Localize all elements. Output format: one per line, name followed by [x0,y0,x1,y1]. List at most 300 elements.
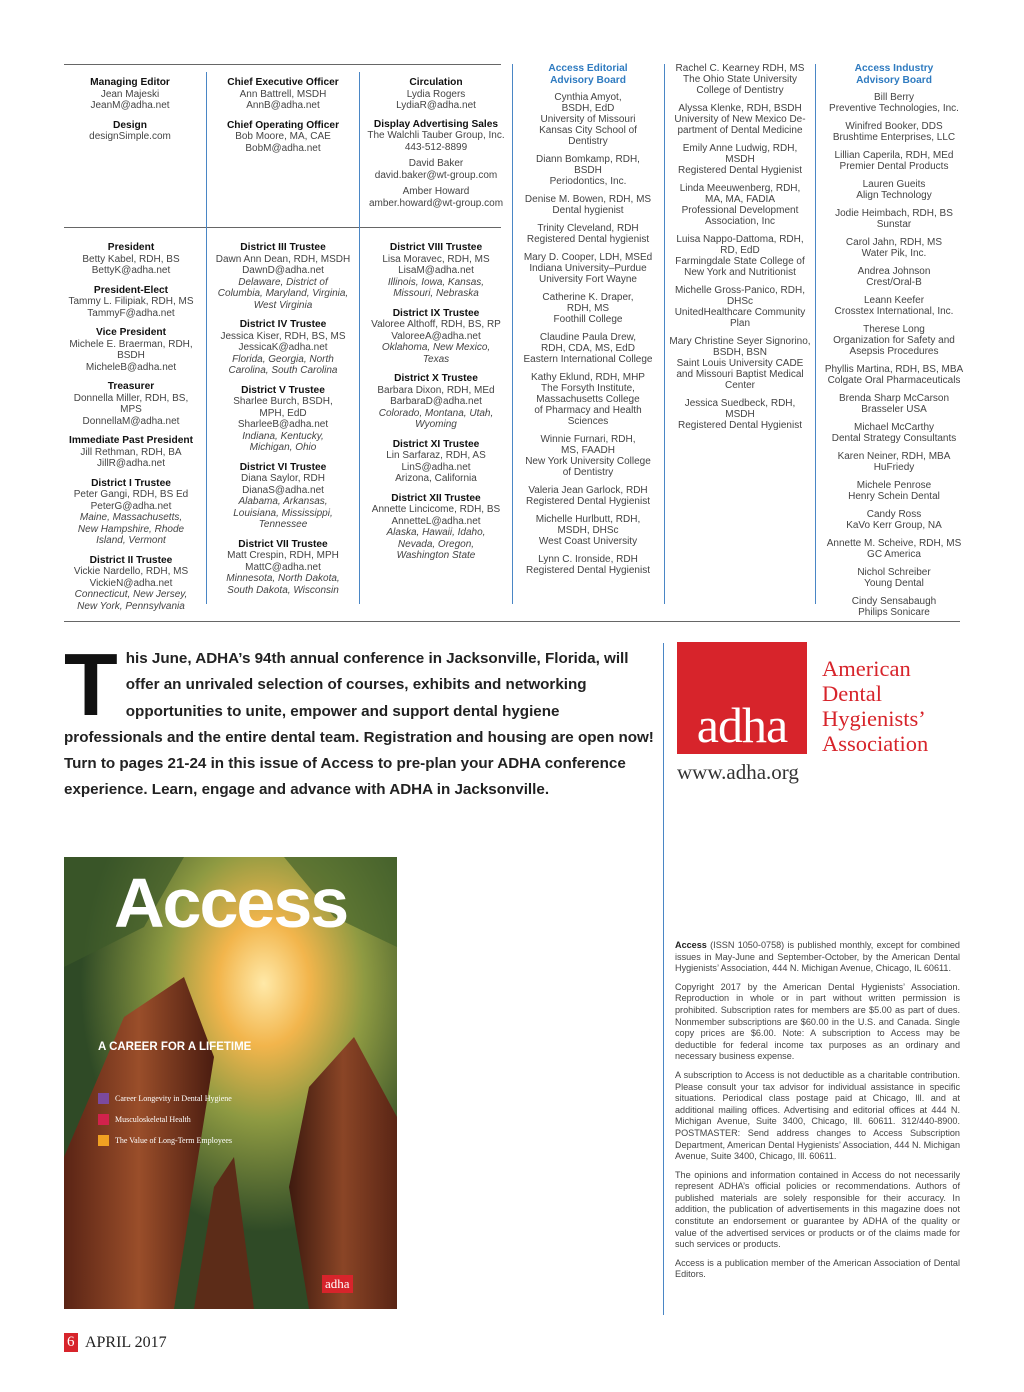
cover-items [98,1093,232,1156]
publication-paragraph [675,1258,960,1281]
entry-region: Carolina, South Carolina [228,365,338,376]
advisory-entry [518,514,658,547]
staff-line: LydiaR@adha.net [396,100,476,111]
adha-logo-mark [677,642,807,754]
entry-line: Lin Sarfaraz, RDH, AS [386,450,486,461]
directory-entry [212,539,354,597]
advisory-line: Registered Dental hygienist [526,234,650,245]
advisory-line: Catherine K. Draper, [542,292,634,303]
entry-title: District XI Trustee [392,438,480,450]
advisory-entry [669,336,811,391]
advisory-line: Center [724,380,755,391]
circulation-title: Circulation [409,77,463,88]
advisory-line: Eastern International College [523,354,653,365]
cover-item-label: The Value of Long-Term Employees [115,1136,233,1145]
directory-entry [62,285,200,320]
advisory-line: Brushtime Enterprises, LLC [832,132,956,143]
publication-text: The opinions and information contained in Access do not necessarily represent ADHA’s official policies or recommendations. Authors of published materials are solely responsible for their accuracy. In addition, the publication of advertisements in this magazine does not constitute an endorsement or guarantee by ADHA of the quality or value of the advertised services or products or of the claims made for such services or products. [675,1169,960,1250]
advisory-entry [669,143,811,176]
advisory-line: MA, MA, FADIA [704,194,775,205]
advisory-line: Carol Jahn, RDH, MS [845,237,943,248]
advisory-line: Winnie Furnari, RDH, [540,434,636,445]
advisory-line: Brenda Sharp McCarson [838,393,950,404]
advisory-line: Premier Dental Products [839,161,949,172]
entry-title: District XII Trustee [391,492,481,504]
advisory-line: Trinity Cleveland, RDH [537,223,639,234]
entry-line: Barbara Dixon, RDH, MEd [377,384,495,396]
entry-region: Alabama, Arkansas, [238,496,328,507]
entry-line: BobM@adha.net [245,142,321,154]
industry-board-list [821,92,967,618]
advisory-line: Andrea Johnson [857,266,931,277]
advisory-line: partment of Dental Medicine [677,125,803,136]
directory-entry [212,242,354,311]
advisory-line: Registered Dental Hygienist [678,420,802,431]
advisory-line: Rachel C. Kearney RDH, MS [675,63,805,74]
entry-line: Matt Crespin, RDH, MPH [227,550,339,561]
entry-line: LinS@adha.net [401,461,471,473]
entry-line: Lisa Moravec, RDH, MS [382,253,490,265]
directory-entry [366,308,506,366]
publication-paragraph [675,1070,960,1163]
intro-paragraph [64,635,654,804]
publication-info [675,940,960,1288]
entry-line: Tammy L. Filipiak, RDH, MS [68,296,194,307]
advertising-title: Display Advertising Sales [373,118,499,130]
cover-adha-mark: adha [322,1275,353,1293]
staff-line: David Baker [408,158,464,169]
entry-line: DonnellaM@adha.net [82,415,180,427]
directory-entry [62,555,200,613]
logo-name-line: American [822,656,911,681]
advisory-line: RDH, CDA, MS, EdD [541,343,635,354]
entry-title: President [107,242,155,253]
publication-text: Access is a publication member of the American Association of Dental Editors. [675,1257,960,1280]
advisory-entry [821,237,967,259]
advisory-line: Indiana University–Purdue [529,263,647,274]
entry-region: Indiana, Kentucky, [242,430,324,442]
entry-line: Ann Battrell, MSDH [239,88,327,100]
entry-line: Vickie Nardello, RDH, MS [73,566,189,577]
cover-item-swatch [98,1093,109,1104]
entry-line: LisaM@adha.net [398,265,474,276]
publication-paragraph [675,982,960,1063]
entry-line: PeterG@adha.net [90,500,172,512]
entry-region: Nevada, Oregon, [397,538,475,550]
advisory-line: of Dentistry [562,467,614,478]
board-column-2 [212,242,354,604]
publication-text: Copyright 2017 by the American Dental Hygienists’ Association. Reproduction in whole or in part without written permission is prohibited. Subscription rates for members are $5.00 as part of dues. Nonmember subscriptions are $60.00 in the U.S. and Canada. Single copy prices are $6.00. Note: A subscription to Access may be deductible for federal income tax purposes as an ordinary and necessary business expense. [675,981,960,1062]
advisory-entry [669,63,811,96]
staff-line: Amber Howard [402,186,470,197]
advisory-line: Registered Dental Hygienist [526,496,650,507]
entry-region: Wyoming [415,419,457,430]
advisory-entry [669,285,811,329]
advisory-entry [518,332,658,365]
advisory-entry [821,150,967,172]
entry-title: Vice President [95,327,167,338]
advisory-line: HuFriedy [873,462,915,473]
advisory-line: Emily Anne Ludwig, RDH, [682,143,798,154]
advisory-line: Foothill College [553,314,623,325]
entry-line: Betty Kabel, RDH, BS [82,253,180,265]
industry-board-heading [821,63,967,86]
entry-region: Washington State [396,550,476,561]
editorial-board-heading [518,63,658,86]
entry-line: TammyF@adha.net [87,307,175,319]
advisory-line: UnitedHealthcare Community [674,307,806,318]
advisory-entry [518,434,658,478]
entry-title: District III Trustee [240,242,326,253]
editorial-board-column-1 [518,63,658,583]
advisory-line: Lillian Caperila, RDH, MEd [834,150,954,161]
entry-region: Minnesota, North Dakota, [226,573,340,584]
advisory-line: Sunstar [876,219,912,230]
advisory-line: Diann Bomkamp, RDH, [536,154,640,165]
advisory-line: New York University College [525,456,651,467]
advisory-line: The Ohio State University [683,74,797,85]
advisory-line: College of Dentistry [696,85,784,96]
entry-region: Maine, Massachusetts, [79,512,183,523]
entry-region: Illinois, Iowa, Kansas, [387,276,485,288]
entry-title: District VIII Trustee [389,242,483,253]
entry-region: Connecticut, New Jersey, [74,589,188,600]
publication-text: A subscription to Access is not deductible as a charitable contribution. Please consult your tax advisor for individual assistance in specific situations. Periodical class postage paid at Chicago, Ill. and at additional mailing offices. Advertising and editorial offices at 444 N. Michigan Avenue, Suite 3400, Chicago, Ill. 60611. 312/440-8900. POSTMASTER: Send address changes to Access Subscription Department, American Dental Hygienists’ Association, 444 N. Michigan Avenue, Suite 3400, Chicago, Ill. 60611. [675,1069,960,1162]
advisory-line: BSDH, BSN [713,347,767,358]
entry-region: Florida, Georgia, North [232,353,334,365]
advisory-line: Association, Inc [704,216,776,227]
entry-region: West Virginia [253,299,313,311]
advisory-line: Winifred Booker, DDS [845,121,943,132]
staff-line: Lydia Rogers [406,88,466,100]
adha-logo-wordmark: adha [696,697,788,753]
entry-region: Louisiana, Mississippi, [233,507,333,519]
directory-entry [64,120,196,143]
advisory-line: Dentistry [568,136,608,147]
advisory-line: Nichol Schreiber [857,567,931,578]
entry-line: MattC@adha.net [245,561,321,573]
advisory-entry [669,234,811,278]
advisory-line: Cindy Sensabaugh [851,596,937,607]
advisory-line: Preventive Technologies, Inc. [829,103,959,114]
staff-line: The Walchli Tauber Group, Inc. [367,130,505,141]
directory-entry [366,373,506,431]
access-cover-image [64,857,397,1309]
heading-line: Access Editorial [548,63,628,74]
entry-title: District X Trustee [394,373,478,384]
entry-region: Delaware, District of [238,276,328,288]
advisory-line: The Forsyth Institute, [541,383,635,394]
entry-line: JessicaK@adha.net [238,342,328,353]
entry-title: Chief Operating Officer [226,119,340,131]
industry-board-column [821,63,967,625]
directory-entry [212,120,354,155]
directory-entry [62,381,200,427]
entry-line: designSimple.com [89,131,171,142]
advisory-entry [821,92,967,114]
publication-name: Access [675,940,707,950]
entry-title: District VII Trustee [238,538,328,550]
heading-line: Advisory Board [550,74,626,86]
staff-column-1 [64,77,196,151]
top-rule [64,64,501,65]
cover-item-label: Career Longevity in Dental Hygiene [115,1094,232,1103]
advisory-line: RDH, MS [566,303,610,314]
col-divider-5 [815,64,816,604]
advisory-line: Periodontics, Inc. [549,176,627,187]
entry-line: VickieN@adha.net [89,577,173,589]
directory-entry [212,462,354,531]
entry-region: Columbia, Maryland, Virginia, [217,288,349,299]
advisory-line: Kansas City School of [539,125,637,136]
advisory-line: Sciences [567,416,609,427]
entry-line: BSDH [117,350,145,361]
col-divider-1 [206,72,207,604]
entry-region: Colorado, Montana, Utah, [378,407,494,419]
advisory-entry [518,554,658,576]
intro-text: his June, ADHA’s 94th annual conference in Jacksonville, Florida, will offer an unrivaled selection of courses, exhibits and networking opportunities to unite, empower and support dental hygiene professionals and the entire dental team. Registration and housing are open now! Turn to pages 21-24 in this issue of Access to pre-plan your ADHA conference experience. Learn, engage and advance with ADHA in Jacksonville. [64,650,654,799]
logo-name-line: Association [822,731,929,756]
advisory-entry [669,103,811,136]
entry-region: Tennessee [258,519,308,530]
mid-rule [64,227,501,228]
advisory-entry [821,364,967,386]
advisory-entry [518,252,658,285]
advisory-line: of Pharmacy and Health [534,405,642,416]
entry-line: DawnD@adha.net [242,265,324,276]
entry-line: Michele E. Braerman, RDH, [69,338,193,350]
adha-logo-name [822,656,928,756]
entry-line: AnnetteL@adha.net [391,515,481,527]
cover-item [98,1093,232,1104]
advisory-entry [821,208,967,230]
directory-entry [62,435,200,470]
advisory-entry [518,485,658,507]
staff-line: amber.howard@wt-group.com [368,197,504,209]
advisory-entry [821,596,967,618]
board-column-3 [366,242,506,570]
page-number: 6 [64,1333,78,1352]
advisory-line: and Missouri Baptist Medical [676,369,804,380]
advisory-line: Young Dental [864,578,924,589]
entry-line: Sharlee Burch, BSDH, [233,396,333,407]
advisory-entry [821,179,967,201]
entry-title: Managing Editor [90,77,170,88]
entry-region: New Hampshire, Rhode [77,523,185,535]
advisory-entry [518,194,658,216]
entry-title: District VI Trustee [239,461,327,473]
entry-line: ValoreeA@adha.net [391,330,481,342]
publication-text: (ISSN 1050-0758) is published monthly, except for combined issues in May-June and September-October, by the American Dental Hygienists’ Association, 444 N. Michigan Avenue, Chicago, IL 60611. [675,940,960,974]
advisory-line: Karen Neiner, RDH, MBA [837,451,951,462]
directory-entry [62,242,200,277]
advisory-line: Water Pik, Inc. [861,248,927,259]
entry-region: South Dakota, Wisconsin [227,584,339,596]
advisory-entry [821,266,967,288]
page-footer [64,1333,167,1353]
advisory-line: Crest/Oral-B [866,277,922,288]
advisory-line: Henry Schein Dental [848,491,940,502]
drop-cap: T [64,635,118,734]
advisory-entry [821,295,967,317]
staff-line: 443-512-8899 [404,141,468,153]
entry-line: SharleeB@adha.net [237,419,329,430]
advisory-line: BSDH [574,165,602,176]
advisory-entry [821,324,967,357]
directory-entry [366,439,506,485]
advisory-line: Lauren Gueits [862,179,926,190]
entry-region: Oklahoma, New Mexico, [381,342,491,353]
advisory-line: Therese Long [863,324,925,335]
entry-region: Island, Vermont [96,535,166,546]
advisory-entry [821,567,967,589]
adha-url[interactable]: www.adha.org [677,760,799,784]
advisory-line: Professional Development [681,205,799,216]
advisory-line: Jodie Heimbach, RDH, BS [835,208,953,219]
entry-title: President-Elect [93,284,169,296]
entry-line: Peter Gangi, RDH, BS Ed [73,489,189,500]
entry-title: Immediate Past President [69,435,193,446]
entry-line: MPH, EdD [259,407,307,419]
advisory-line: DHSc [726,296,754,307]
advisory-line: Candy Ross [866,509,922,520]
entry-line: DianaS@adha.net [242,484,324,496]
advisory-line: Dental hygienist [552,205,624,216]
heading-line: Advisory Board [856,74,932,86]
entry-line: Arizona, California [395,473,477,484]
advisory-entry [518,372,658,427]
entry-title: District IV Trustee [239,319,327,330]
entry-line: Diana Saylor, RDH [241,473,325,484]
entry-title: Design [113,119,147,131]
entry-line: Jessica Kiser, RDH, BS, MS [220,330,346,342]
entry-region: Texas [422,353,450,365]
staff-line: david.baker@wt-group.com [374,169,498,181]
advisory-entry [518,92,658,147]
advisory-entry [821,480,967,502]
entry-line: Bob Moore, MA, CAE [235,131,331,142]
advisory-line: Claudine Paula Drew, [539,332,637,343]
advisory-line: Leann Keefer [863,295,925,306]
advisory-line: Saint Louis University CADE [676,358,804,369]
advisory-line: KaVo Kerr Group, NA [846,520,942,531]
advisory-line: Phyllis Martina, RDH, BS, MBA [824,364,964,375]
entry-line: Jean Majeski [100,88,160,100]
advisory-line: Denise M. Bowen, RDH, MS [524,194,652,205]
advisory-line: Registered Dental Hygienist [678,165,802,176]
advisory-line: Michael McCarthy [853,422,935,433]
entry-title: District IX Trustee [392,307,480,319]
advisory-line: University of Missouri [540,114,636,125]
advisory-line: Jessica Suedbeck, RDH, MSDH [684,398,796,420]
cover-item-label: Musculoskeletal Health [115,1115,191,1124]
entry-region: Michigan, Ohio [249,442,317,453]
advisory-line: New York and Nutritionist [684,267,796,278]
advisory-line: Registered Dental Hygienist [526,565,650,576]
advisory-line: Dental Strategy Consultants [831,433,957,444]
entry-line: MicheleB@adha.net [85,361,177,373]
advisory-line: Valeria Jean Garlock, RDH [528,485,648,496]
entry-line: JeanM@adha.net [90,100,170,111]
editorial-board-column-2 [669,63,811,438]
issue-date: APRIL 2017 [84,1334,167,1351]
advisory-line: BSDH, EdD [561,103,615,114]
cover-item-swatch [98,1135,109,1146]
advisory-line: RD, EdD [720,245,760,256]
advisory-line: Crosstex International, Inc. [834,306,954,317]
logo-name-line: Dental [822,681,882,706]
entry-title: District II Trustee [89,554,173,566]
entry-line: Annette Lincicome, RDH, BS [371,504,501,515]
directory-entry [212,319,354,377]
advisory-line: Michelle Gross-Panico, RDH, [674,285,806,296]
advisory-line: Michelle Hurlbutt, RDH, [535,514,641,525]
directory-entry [62,327,200,373]
advisory-line: Michele Penrose [856,480,932,491]
entry-region: Alaska, Hawaii, Idaho, [386,527,486,538]
entry-line: Valoree Althoff, RDH, BS, RP [371,319,501,330]
col-divider-4 [664,64,665,604]
advisory-line: MSDH [725,154,755,165]
editorial-board-list [518,92,658,576]
logo-name-line: Hygienists’ [822,706,926,731]
advisory-line: West Coast University [538,536,638,547]
staff-column-2 [212,77,354,162]
entry-line: AnnB@adha.net [246,100,320,111]
advisory-line: Mary D. Cooper, LDH, MSEd [523,252,653,263]
advisory-entry [669,398,811,431]
advisory-line: GC America [867,549,921,560]
entry-title: Treasurer [107,381,155,392]
advisory-line: Bill Berry [873,92,914,103]
entry-line: Dawn Ann Dean, RDH, MSDH [215,253,351,265]
advisory-line: Organization for Safety and [833,335,955,346]
advisory-line: Brasseler USA [861,404,927,415]
advisory-line: Massachusetts College [536,394,640,405]
advisory-entry [821,509,967,531]
cover-item [98,1135,232,1146]
advisory-line: Colgate Oral Pharmaceuticals [827,375,961,386]
cover-tagline: A CAREER FOR A LIFETIME [98,1041,252,1053]
advisory-entry [821,451,967,473]
entry-line: Donnella Miller, RDH, BS, MPS [73,392,189,415]
entry-region: Missouri, Nebraska [393,288,479,299]
directory-entry [62,478,200,547]
advisory-line: MSDH, DHSc [557,525,619,536]
entry-line: BarbaraD@adha.net [390,396,482,407]
advisory-line: Cynthia Amyot, [554,92,622,103]
entry-line: Jill Rethman, RDH, BA [80,446,182,458]
advisory-line: Annette M. Scheive, RDH, MS [826,538,962,549]
advisory-line: Philips Sonicare [858,607,930,618]
entry-title: District V Trustee [241,384,325,396]
advisory-entry [821,422,967,444]
directory-entry [212,385,354,454]
adha-logo [677,642,962,792]
staff-column-3 [366,77,506,209]
cover-item [98,1114,232,1125]
advisory-line: Lynn C. Ironside, RDH [538,554,638,565]
directory-entry [64,77,196,112]
advisory-entry [518,292,658,325]
advisory-line: MS, FAADH [561,445,615,456]
entry-title: District I Trustee [91,477,171,489]
directory-entry [212,77,354,112]
directory-entry [366,493,506,562]
entry-line: JillR@adha.net [97,458,165,469]
advisory-entry [518,223,658,245]
advisory-entry [518,154,658,187]
